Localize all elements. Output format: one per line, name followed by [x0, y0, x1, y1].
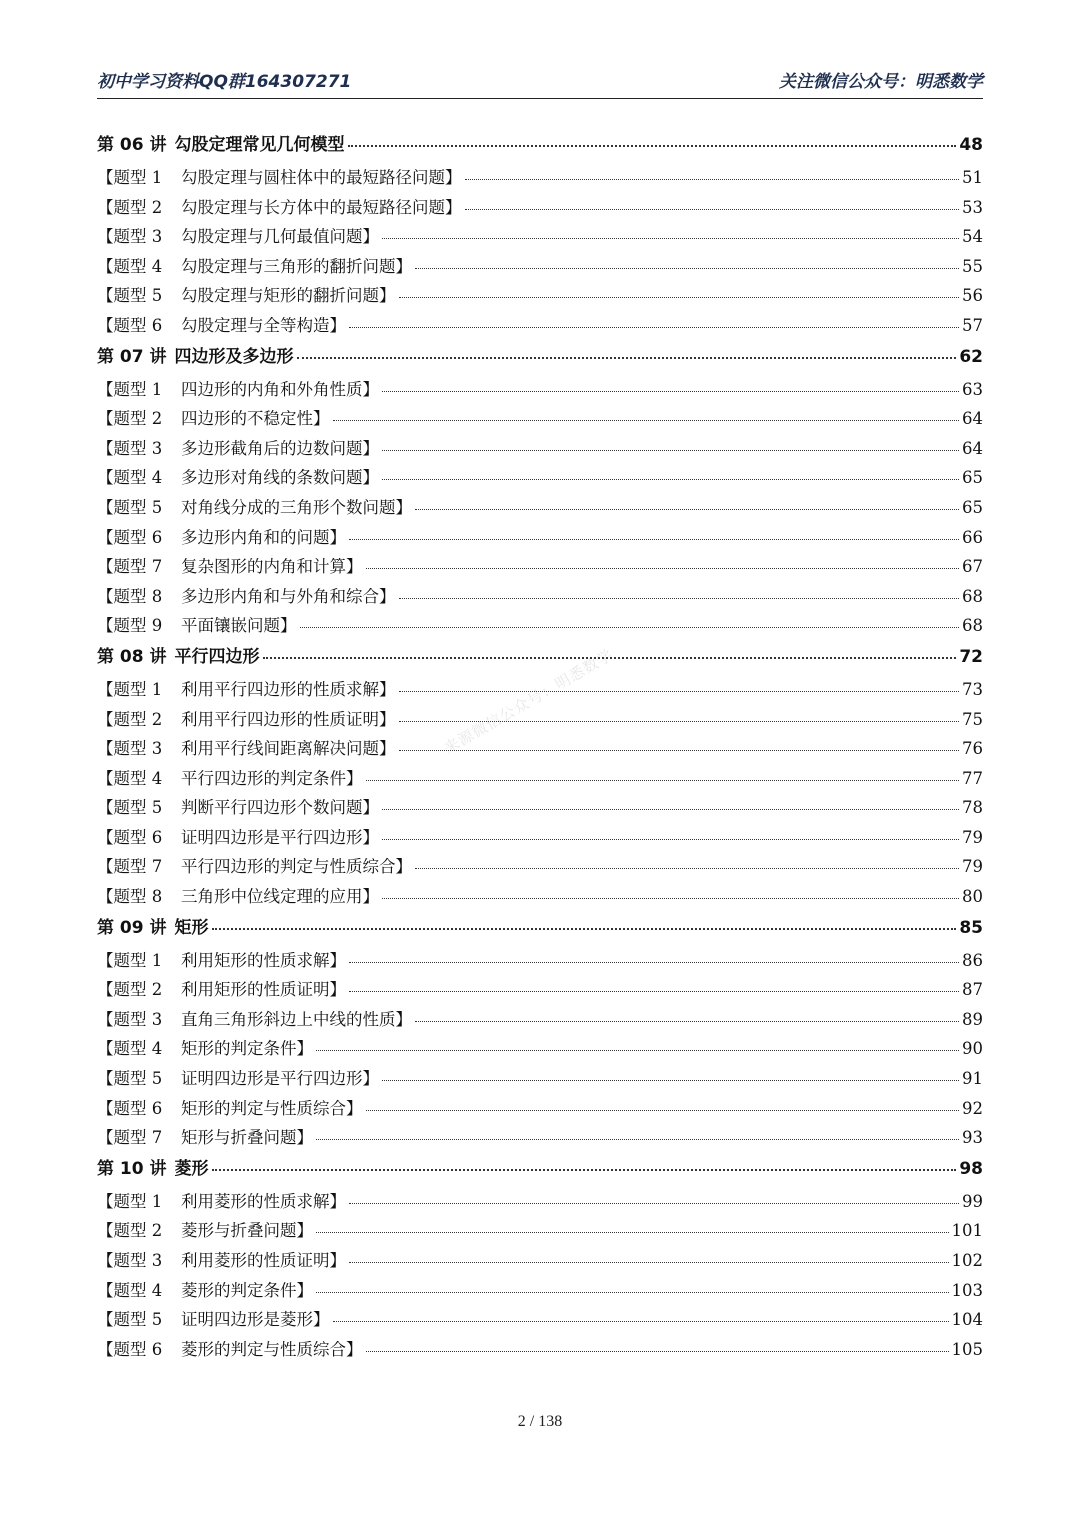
topic-label — [97, 1217, 313, 1241]
topic-label — [97, 676, 396, 700]
topic-number: 【题型 5 — [97, 497, 163, 517]
dot-leader — [399, 691, 960, 692]
topic-title: 直角三角形斜边上中线的性质】 — [181, 1009, 412, 1029]
topic-label — [97, 164, 462, 188]
dot-leader — [349, 1262, 949, 1263]
topic-page-number: 104 — [951, 1310, 983, 1330]
toc-topic-entry[interactable] — [97, 1035, 983, 1065]
topic-title: 菱形的判定条件】 — [181, 1280, 313, 1300]
topic-label — [97, 976, 346, 1000]
toc-topic-entry[interactable] — [97, 1277, 983, 1307]
topic-number: 【题型 6 — [97, 827, 163, 847]
topic-number: 【题型 6 — [97, 1098, 163, 1118]
chapter-number: 第 08 讲 — [97, 646, 167, 667]
topic-number: 【题型 3 — [97, 739, 163, 759]
topic-page-number: 79 — [962, 857, 983, 877]
topic-title: 证明四边形是平行四边形】 — [181, 1069, 379, 1089]
dot-leader — [316, 1139, 959, 1140]
topic-label — [97, 583, 396, 607]
dot-leader — [382, 898, 959, 899]
topic-title: 矩形与折叠问题】 — [181, 1128, 313, 1148]
toc-topic-entry[interactable] — [97, 194, 983, 224]
toc-topic-entry[interactable] — [97, 583, 983, 613]
topic-page-number: 75 — [962, 709, 983, 729]
toc-topic-entry[interactable] — [97, 524, 983, 554]
topic-page-number: 91 — [962, 1069, 983, 1089]
topic-number: 【题型 4 — [97, 1039, 163, 1059]
topic-title: 利用菱形的性质证明】 — [181, 1251, 346, 1270]
toc-topic-entry[interactable] — [97, 435, 983, 465]
topic-number: 【题型 3 — [97, 1251, 163, 1270]
dot-leader — [316, 1232, 949, 1233]
toc-topic-entry[interactable] — [97, 1336, 983, 1366]
topic-label — [97, 223, 379, 247]
topic-page-number: 105 — [951, 1339, 983, 1359]
topic-title: 勾股定理与矩形的翻折问题】 — [181, 286, 396, 306]
topic-label — [97, 1035, 313, 1059]
topic-title: 矩形的判定与性质综合】 — [181, 1098, 363, 1118]
topic-title: 多边形内角和的问题】 — [181, 527, 346, 547]
chapter-page-number: 62 — [959, 346, 983, 367]
chapter-label — [97, 342, 294, 367]
topic-page-number: 102 — [951, 1251, 983, 1270]
toc-topic-entry[interactable] — [97, 853, 983, 883]
topic-label — [97, 253, 412, 277]
topic-number: 【题型 4 — [97, 468, 163, 488]
dot-leader — [399, 598, 960, 599]
topic-title: 证明四边形是平行四边形】 — [181, 827, 379, 847]
dot-leader — [349, 1203, 959, 1204]
toc-topic-entry[interactable] — [97, 282, 983, 312]
toc-topic-entry[interactable] — [97, 1247, 983, 1277]
topic-number: 【题型 7 — [97, 857, 163, 877]
dot-leader — [366, 1110, 960, 1111]
topic-label — [97, 376, 379, 400]
topic-number: 【题型 8 — [97, 887, 163, 907]
topic-label — [97, 194, 462, 218]
topic-page-number: 103 — [951, 1280, 983, 1300]
topic-label — [97, 435, 379, 459]
topic-label — [97, 1306, 330, 1330]
topic-number: 【题型 2 — [97, 1221, 163, 1241]
toc-topic-entry[interactable] — [97, 1006, 983, 1036]
dot-leader — [366, 568, 960, 569]
chapter-title: 平行四边形 — [174, 646, 260, 667]
watermark: 来源微信公众号：明悉数学 — [441, 645, 617, 758]
toc-topic-entry[interactable] — [97, 1095, 983, 1125]
topic-title: 复杂图形的内角和计算】 — [181, 557, 363, 577]
topic-label — [97, 312, 346, 336]
topic-title: 利用平行线间距离解决问题】 — [181, 739, 396, 759]
topic-number: 【题型 2 — [97, 980, 163, 1000]
toc-topic-entry[interactable] — [97, 824, 983, 854]
dot-leader — [300, 627, 960, 628]
chapter-page-number: 72 — [959, 646, 983, 667]
topic-number: 【题型 9 — [97, 616, 163, 636]
chapter-label — [97, 1154, 209, 1179]
chapter-number: 第 10 讲 — [97, 1158, 167, 1179]
dot-leader — [415, 1021, 959, 1022]
topic-title: 菱形的判定与性质综合】 — [181, 1339, 363, 1359]
dot-leader — [349, 327, 959, 328]
topic-page-number: 89 — [962, 1009, 983, 1029]
topic-page-number: 87 — [962, 980, 983, 1000]
topic-title: 判断平行四边形个数问题】 — [181, 798, 379, 818]
dot-leader — [366, 1351, 949, 1352]
topic-title: 勾股定理与全等构造】 — [181, 315, 346, 335]
topic-page-number: 55 — [962, 256, 983, 276]
topic-number: 【题型 1 — [97, 679, 163, 699]
toc-topic-entry[interactable] — [97, 735, 983, 765]
toc-topic-entry[interactable] — [97, 253, 983, 283]
header-left-text: 初中学习资料QQ群164307271 — [97, 71, 352, 92]
topic-title: 四边形的内角和外角性质】 — [181, 379, 379, 399]
topic-number: 【题型 6 — [97, 1339, 163, 1359]
topic-title: 多边形截角后的边数问题】 — [181, 438, 379, 458]
topic-number: 【题型 3 — [97, 1009, 163, 1029]
dot-leader — [349, 962, 959, 963]
topic-page-number: 54 — [962, 227, 983, 247]
topic-label — [97, 612, 297, 636]
toc-topic-entry[interactable] — [97, 1217, 983, 1247]
topic-label — [97, 735, 396, 759]
topic-page-number: 63 — [962, 379, 983, 399]
topic-label — [97, 1006, 412, 1030]
toc-topic-entry[interactable] — [97, 765, 983, 795]
dot-leader — [212, 928, 957, 930]
topic-title: 菱形与折叠问题】 — [181, 1221, 313, 1241]
topic-label — [97, 1336, 363, 1360]
topic-label — [97, 824, 379, 848]
topic-page-number: 93 — [962, 1128, 983, 1148]
topic-title: 多边形内角和与外角和综合】 — [181, 586, 396, 606]
topic-page-number: 68 — [962, 616, 983, 636]
topic-page-number: 73 — [962, 679, 983, 699]
dot-leader — [212, 1169, 957, 1171]
topic-label — [97, 1247, 346, 1271]
toc-topic-entry[interactable] — [97, 312, 983, 342]
toc-topic-entry[interactable] — [97, 612, 983, 642]
topic-title: 勾股定理与几何最值问题】 — [181, 227, 379, 247]
dot-leader — [348, 145, 957, 147]
dot-leader — [333, 420, 960, 421]
chapter-label — [97, 913, 209, 938]
chapter-label — [97, 642, 260, 667]
chapter-page-number: 48 — [959, 135, 983, 155]
header-right-text: 关注微信公众号：明悉数学 — [779, 71, 983, 92]
topic-page-number: 64 — [962, 409, 983, 429]
toc-topic-entry[interactable] — [97, 376, 983, 406]
topic-page-number: 65 — [962, 497, 983, 517]
topic-page-number: 57 — [962, 315, 983, 335]
toc-topic-entry[interactable] — [97, 947, 983, 977]
topic-title: 平行四边形的判定条件】 — [181, 768, 363, 788]
chapter-title: 勾股定理常见几何模型 — [174, 135, 345, 155]
topic-label — [97, 405, 330, 429]
page-number: 2 / 138 — [517, 1413, 563, 1430]
topic-number: 【题型 3 — [97, 227, 163, 247]
dot-leader — [382, 1080, 959, 1081]
topic-label — [97, 524, 346, 548]
topic-page-number: 66 — [962, 527, 983, 547]
header-divider — [97, 98, 983, 99]
topic-label — [97, 947, 346, 971]
toc-topic-entry[interactable] — [97, 883, 983, 913]
topic-title: 勾股定理与圆柱体中的最短路径问题】 — [181, 168, 462, 187]
topic-label — [97, 1095, 363, 1119]
dot-leader — [382, 450, 959, 451]
topic-number: 【题型 3 — [97, 438, 163, 458]
topic-title: 矩形的判定条件】 — [181, 1039, 313, 1059]
topic-title: 利用平行四边形的性质求解】 — [181, 679, 396, 699]
toc-chapter-entry[interactable] — [97, 342, 983, 376]
topic-number: 【题型 5 — [97, 798, 163, 818]
topic-number: 【题型 2 — [97, 197, 163, 217]
chapter-label — [97, 130, 345, 155]
topic-number: 【题型 1 — [97, 379, 163, 399]
topic-title: 利用矩形的性质证明】 — [181, 980, 346, 1000]
page-header — [97, 62, 983, 96]
chapter-title: 四边形及多边形 — [174, 346, 294, 367]
topic-number: 【题型 2 — [97, 709, 163, 729]
dot-leader — [382, 479, 959, 480]
dot-leader — [297, 357, 957, 359]
topic-number: 【题型 5 — [97, 1069, 163, 1089]
topic-number: 【题型 5 — [97, 286, 163, 306]
topic-label — [97, 853, 412, 877]
topic-number: 【题型 4 — [97, 768, 163, 788]
toc-chapter-entry[interactable] — [97, 1154, 983, 1188]
topic-page-number: 64 — [962, 438, 983, 458]
dot-leader — [415, 268, 959, 269]
dot-leader — [349, 539, 959, 540]
topic-label — [97, 282, 396, 306]
toc-topic-entry[interactable] — [97, 164, 983, 194]
topic-title: 平面镶嵌问题】 — [181, 616, 297, 636]
topic-page-number: 76 — [962, 739, 983, 759]
topic-title: 勾股定理与三角形的翻折问题】 — [181, 256, 412, 276]
topic-page-number: 65 — [962, 468, 983, 488]
dot-leader — [399, 297, 960, 298]
toc-topic-entry[interactable] — [97, 223, 983, 253]
chapter-page-number: 98 — [959, 1158, 983, 1179]
topic-page-number: 56 — [962, 286, 983, 306]
topic-label — [97, 553, 363, 577]
chapter-number: 第 09 讲 — [97, 917, 167, 938]
toc-chapter-entry[interactable] — [97, 642, 983, 676]
topic-label — [97, 464, 379, 488]
topic-number: 【题型 6 — [97, 315, 163, 335]
topic-page-number: 78 — [962, 798, 983, 818]
dot-leader — [465, 179, 960, 180]
topic-label — [97, 1124, 313, 1148]
topic-label — [97, 794, 379, 818]
topic-page-number: 68 — [962, 586, 983, 606]
topic-page-number: 92 — [962, 1098, 983, 1118]
topic-label — [97, 1065, 379, 1089]
chapter-number: 第 06 讲 — [97, 135, 167, 155]
dot-leader — [415, 509, 959, 510]
topic-number: 【题型 4 — [97, 256, 163, 276]
topic-page-number: 99 — [962, 1191, 983, 1211]
toc-topic-entry[interactable] — [97, 494, 983, 524]
topic-number: 【题型 7 — [97, 1128, 163, 1148]
toc-topic-entry[interactable] — [97, 794, 983, 824]
dot-leader — [349, 991, 959, 992]
topic-number: 【题型 1 — [97, 950, 163, 970]
topic-page-number: 90 — [962, 1039, 983, 1059]
topic-title: 勾股定理与长方体中的最短路径问题】 — [181, 197, 462, 217]
toc-chapter-entry[interactable] — [97, 913, 983, 947]
topic-number: 【题型 5 — [97, 1310, 163, 1330]
dot-leader — [382, 809, 959, 810]
topic-title: 四边形的不稳定性】 — [181, 409, 330, 429]
toc-topic-entry[interactable] — [97, 1065, 983, 1095]
dot-leader — [415, 868, 959, 869]
topic-title: 证明四边形是菱形】 — [181, 1310, 330, 1330]
toc-topic-entry[interactable] — [97, 464, 983, 494]
toc-topic-entry[interactable] — [97, 1124, 983, 1154]
topic-number: 【题型 8 — [97, 586, 163, 606]
topic-page-number: 77 — [962, 768, 983, 788]
topic-label — [97, 1188, 346, 1212]
topic-title: 对角线分成的三角形个数问题】 — [181, 497, 412, 517]
topic-number: 【题型 2 — [97, 409, 163, 429]
topic-number: 【题型 4 — [97, 1280, 163, 1300]
dot-leader — [316, 1292, 949, 1293]
chapter-page-number: 85 — [959, 917, 983, 938]
dot-leader — [316, 1050, 959, 1051]
topic-title: 平行四边形的判定与性质综合】 — [181, 857, 412, 877]
chapter-number: 第 07 讲 — [97, 346, 167, 367]
topic-page-number: 101 — [951, 1221, 983, 1241]
topic-title: 多边形对角线的条数问题】 — [181, 468, 379, 488]
toc-topic-entry[interactable] — [97, 405, 983, 435]
topic-page-number: 79 — [962, 827, 983, 847]
dot-leader — [333, 1321, 949, 1322]
table-of-contents — [97, 130, 983, 1365]
topic-title: 利用矩形的性质求解】 — [181, 950, 346, 970]
toc-topic-entry[interactable] — [97, 706, 983, 736]
topic-title: 利用菱形的性质求解】 — [181, 1191, 346, 1211]
topic-label — [97, 883, 379, 907]
topic-title: 利用平行四边形的性质证明】 — [181, 709, 396, 729]
toc-topic-entry[interactable] — [97, 976, 983, 1006]
topic-page-number: 86 — [962, 950, 983, 970]
dot-leader — [382, 391, 959, 392]
topic-number: 【题型 1 — [97, 1191, 163, 1211]
topic-label — [97, 494, 412, 518]
dot-leader — [382, 238, 959, 239]
chapter-title: 矩形 — [174, 917, 209, 938]
topic-title: 三角形中位线定理的应用】 — [181, 887, 379, 907]
topic-number: 【题型 1 — [97, 168, 163, 187]
topic-page-number: 51 — [962, 168, 983, 187]
toc-topic-entry[interactable] — [97, 1306, 983, 1336]
topic-page-number: 67 — [962, 557, 983, 577]
chapter-title: 菱形 — [174, 1158, 209, 1179]
toc-chapter-entry[interactable] — [97, 130, 983, 164]
toc-topic-entry[interactable] — [97, 553, 983, 583]
dot-leader — [382, 839, 959, 840]
toc-topic-entry[interactable] — [97, 1188, 983, 1218]
topic-page-number: 80 — [962, 887, 983, 907]
topic-label — [97, 1277, 313, 1301]
topic-label — [97, 765, 363, 789]
topic-number: 【题型 6 — [97, 527, 163, 547]
topic-number: 【题型 7 — [97, 557, 163, 577]
dot-leader — [366, 780, 960, 781]
topic-label — [97, 706, 396, 730]
topic-page-number: 53 — [962, 197, 983, 217]
dot-leader — [399, 750, 960, 751]
dot-leader — [465, 209, 960, 210]
